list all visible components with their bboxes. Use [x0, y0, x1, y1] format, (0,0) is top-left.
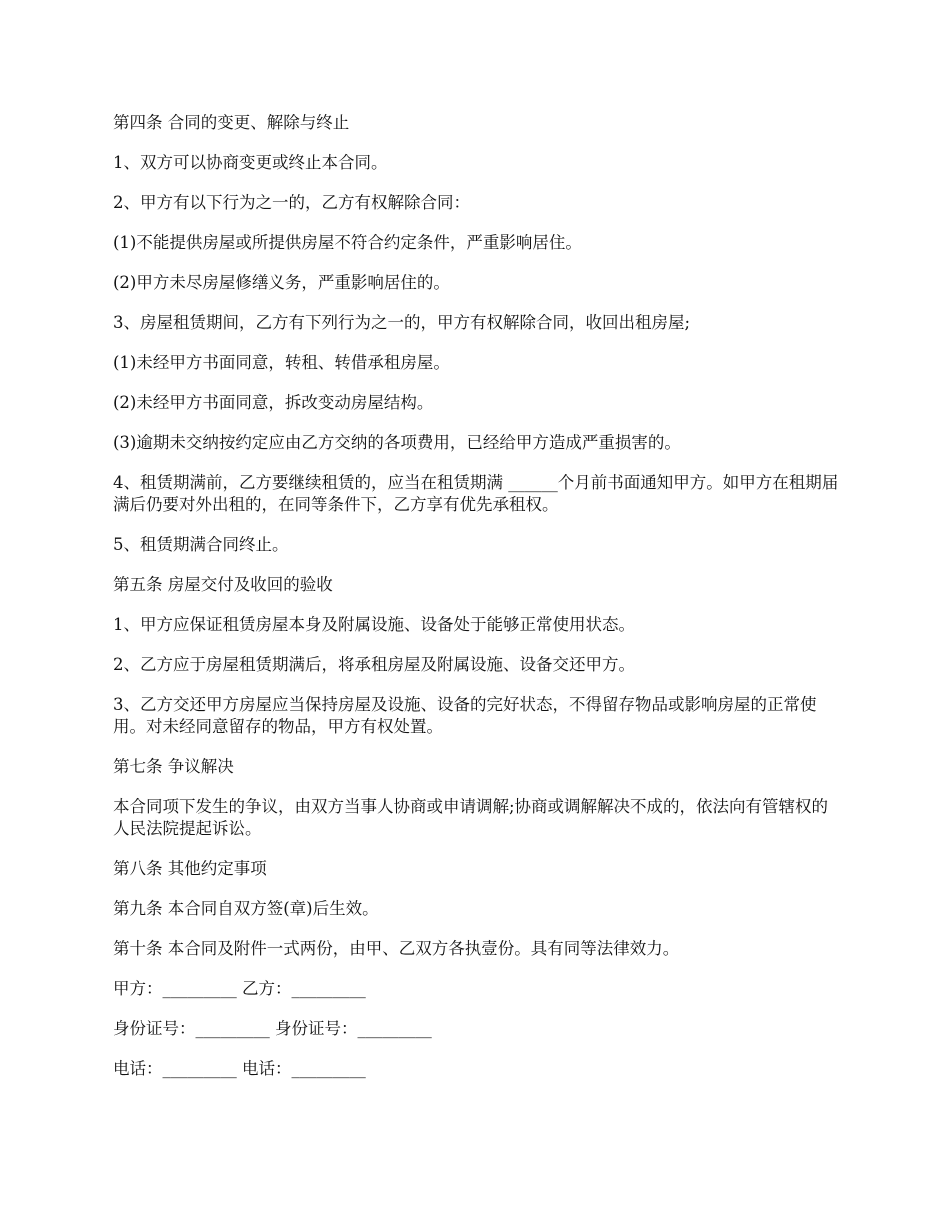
clause-4-1: 1、双方可以协商变更或终止本合同。: [113, 153, 388, 172]
article-8-heading: 第八条 其他约定事项: [113, 859, 267, 878]
document-body: [113, 112, 839, 1098]
article-10-text: 第十条 本合同及附件一式两份，由甲、乙双方各执壹份。具有同等法律效力。: [113, 939, 680, 958]
clause-5-2: 2、乙方应于房屋租赁期满后，将承租房屋及附属设施、设备交还甲方。: [113, 655, 635, 674]
clause-4-3-item-2: (2)未经甲方书面同意，拆改变动房屋结构。: [113, 393, 434, 412]
clause-4-2-item-1: (1)不能提供房屋或所提供房屋不符合约定条件，严重影响居住。: [113, 233, 582, 252]
article-4-heading: 第四条 合同的变更、解除与终止: [113, 113, 350, 132]
clause-4-4: 4、租赁期满前，乙方要继续租赁的，应当在租赁期满 ______个月前书面通知甲方。如甲方在租期届满后仍要对外出租的，在同等条件下，乙方享有优先承租权。: [113, 473, 839, 514]
clause-5-1: 1、甲方应保证租赁房屋本身及附属设施、设备处于能够正常使用状态。: [113, 615, 635, 634]
clause-4-3-item-1: (1)未经甲方书面同意，转租、转借承租房屋。: [113, 353, 450, 372]
signature-phone-line: 电话：_________ 电话：_________: [113, 1059, 366, 1078]
article-5-heading: 第五条 房屋交付及收回的验收: [113, 575, 333, 594]
clause-4-3-item-3: (3)逾期未交纳按约定应由乙方交纳的各项费用，已经给甲方造成严重损害的。: [113, 433, 681, 452]
signature-party-line: 甲方：_________ 乙方：_________: [113, 979, 366, 998]
clause-4-3: 3、房屋租赁期间，乙方有下列行为之一的，甲方有权解除合同，收回出租房屋;: [113, 313, 691, 332]
article-7-text: 本合同项下发生的争议，由双方当事人协商或申请调解;协商或调解解决不成的，依法向有管辖权的人民法院提起诉讼。: [113, 797, 829, 838]
article-9-text: 第九条 本合同自双方签(章)后生效。: [113, 899, 379, 918]
clause-5-3: 3、乙方交还甲方房屋应当保持房屋及设施、设备的完好状态，不得留存物品或影响房屋的正常使用。对未经同意留存的物品，甲方有权处置。: [113, 695, 817, 736]
clause-4-2-item-2: (2)甲方未尽房屋修缮义务，严重影响居住的。: [113, 273, 450, 292]
clause-4-5: 5、租赁期满合同终止。: [113, 535, 289, 554]
article-7-heading: 第七条 争议解决: [113, 757, 234, 776]
clause-4-2: 2、甲方有以下行为之一的，乙方有权解除合同：: [113, 193, 470, 212]
signature-id-line: 身份证号：_________ 身份证号：_________: [113, 1019, 432, 1038]
